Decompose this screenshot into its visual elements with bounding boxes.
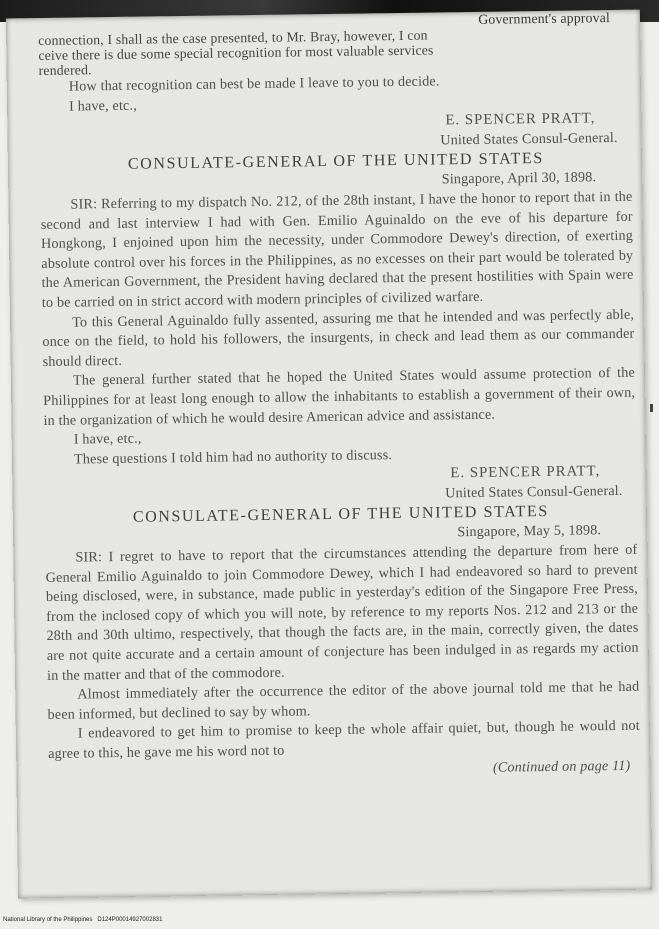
letter2-heading: CONSULATE-GENERAL OF THE UNITED STATES bbox=[127, 150, 544, 174]
letter3-paragraph-1: SIR: I regret to have to report that the circumstances attending the departure from here of General Emilio Aguinaldo to join Commodore Dewey, which I had endeavored so hard to prevent being disclosed, were, in substance, made public in yesterday's edition of the Singapore Free Press, from the inclosed copy of which you will note, by reference to my reports Nos. 212 and 213 or the 28th and 30th ultimo, respectively, that though the facts are, in the main, correctly given, the dates are not quite accurate and a certain amount of conjecture has been indulged in as regards my action in the matter and that of the commodore. bbox=[45, 541, 639, 684]
letter1-salutation-close: I have, etc., bbox=[69, 97, 137, 115]
letter3-paragraph-3: I endeavored to get him to promise to keep the whole affair quiet, but, though he would not agree to this, he gave me his word not to bbox=[48, 718, 640, 762]
letter1-signer-title: United States Consul-General. bbox=[440, 129, 618, 149]
article-body bbox=[38, 10, 641, 784]
letter2-signer-title: United States Consul-General. bbox=[445, 482, 623, 502]
fragment-line-1: Government's approval bbox=[478, 10, 611, 27]
letter3-dateline: Singapore, May 5, 1898. bbox=[457, 522, 602, 541]
letter2-paragraph-2: To this General Aguinaldo fully assented, assuring me that he intended and was perfectly able, once on the field, to hold his followers, the insurgents, in check and lead them as our commander should direct. bbox=[42, 306, 635, 370]
continued-on-note: (Continued on page 11) bbox=[492, 757, 631, 776]
letter2-dateline: Singapore, April 30, 1898. bbox=[441, 169, 597, 188]
letter1-closing-paragraph: How that recognition can best be made I leave to you to decide. bbox=[68, 73, 440, 95]
newspaper-clipping bbox=[6, 10, 652, 899]
letter2-paragraph-1: SIR: Referring to my dispatch No. 212, of the 28th instant, I have the honor to report that in the second and last interview I had with Gen. Emilio Aguinaldo on the eve of his departure for Hongkong, I enjoined upon him the necessity, under Commodore Dewey's direction, of exerting absolute control over his forces in the Philippines, as no excesses on their part would be tolerated by the American Government, the President having declared that the present hostilities with Spain were to be carried on in strict accord with modern principles of civilized warfare. bbox=[40, 188, 634, 311]
letter2-paragraph-4: These questions I told him had no authority to discuss. bbox=[73, 446, 393, 468]
letter2-signer-name: E. SPENCER PRATT, bbox=[450, 463, 601, 482]
fragment-line-2: connection, I shall as the case presented, to Mr. Bray, however, I con bbox=[38, 27, 428, 49]
letter2-paragraph-3: The general further stated that he hoped the United States would assume protection of the Philippines for at least long enough to allow the inhabitants to establish a government of their own, in the organization of which he would desire American advice and assistance. bbox=[43, 365, 636, 429]
letter3-heading: CONSULATE-GENERAL OF THE UNITED STATES bbox=[132, 503, 549, 527]
archive-footer: National Library of the Philippines D124P00014927002831 bbox=[3, 917, 163, 923]
edge-mark bbox=[650, 404, 653, 412]
fragment-line-4: rendered. bbox=[38, 62, 92, 79]
letter1-signer-name: E. SPENCER PRATT, bbox=[445, 110, 596, 129]
letter2-salutation-close: I have, etc., bbox=[73, 430, 142, 448]
fragment-line-3: ceive there is due some special recognition for most valuable services bbox=[38, 42, 434, 64]
previous-letter-fragment bbox=[38, 10, 631, 78]
letter3-paragraph-2: Almost immediately after the occurrence the editor of the above journal told me that he had been informed, but declined to say by whom. bbox=[47, 678, 640, 723]
